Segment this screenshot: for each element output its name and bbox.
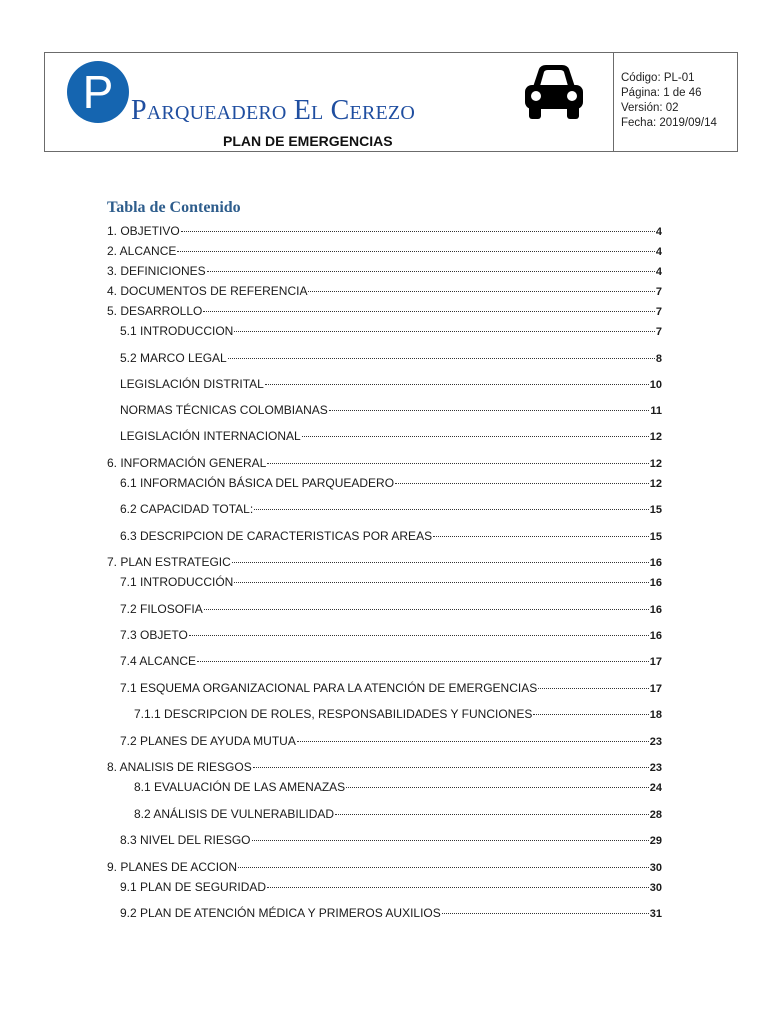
toc-entry-text: 1. OBJETIVO <box>107 224 180 238</box>
toc-page-number: 23 <box>649 736 662 748</box>
toc-entry-text: 9.1 PLAN DE SEGURIDAD <box>120 880 267 894</box>
toc-entry[interactable] <box>120 654 662 668</box>
toc-entry[interactable] <box>120 429 662 443</box>
toc-leader <box>297 741 649 742</box>
toc-page-number: 16 <box>649 577 662 589</box>
toc-entry[interactable] <box>120 377 662 391</box>
toc-entry[interactable] <box>120 502 662 516</box>
toc-entry[interactable] <box>120 880 662 894</box>
toc-entry[interactable] <box>134 807 662 821</box>
toc-entry[interactable] <box>120 529 662 543</box>
document-meta <box>621 71 717 131</box>
toc-page-number: 17 <box>649 683 662 695</box>
toc-entry-text: 7. PLAN ESTRATEGIC <box>107 555 231 569</box>
toc-leader <box>335 814 649 815</box>
toc-entry-text: 7.4 ALCANCE <box>120 654 197 668</box>
toc-leader <box>232 562 649 563</box>
toc-page-number: 29 <box>649 835 662 847</box>
toc-page-number: 10 <box>649 379 662 391</box>
meta-version: Versión: 02 <box>621 102 679 114</box>
toc-leader <box>197 661 649 662</box>
toc-leader <box>177 251 655 252</box>
toc-entry[interactable] <box>120 602 662 616</box>
toc-entry-text: 9.2 PLAN DE ATENCIÓN MÉDICA Y PRIMEROS AUXILIOS <box>120 906 441 920</box>
toc-leader <box>254 509 649 510</box>
toc-page-number: 28 <box>649 809 662 821</box>
toc-page-number: 31 <box>649 908 662 920</box>
toc-page-number: 16 <box>649 604 662 616</box>
toc-page-number: 8 <box>655 353 662 365</box>
toc-page-number: 4 <box>655 226 662 238</box>
toc-entry-text: 5.2 MARCO LEGAL <box>120 351 227 365</box>
toc-page-number: 4 <box>655 266 662 278</box>
toc-entry-text: 3. DEFINICIONES <box>107 264 206 278</box>
toc-leader <box>308 291 654 292</box>
toc-entry-text: 9. PLANES DE ACCION <box>107 860 238 874</box>
toc-page-number: 23 <box>649 762 662 774</box>
toc-leader <box>204 609 649 610</box>
toc-page-number: 18 <box>649 709 662 721</box>
toc-leader <box>189 635 649 636</box>
toc-entry[interactable] <box>120 324 662 338</box>
toc-leader <box>252 840 649 841</box>
toc-leader <box>207 271 655 272</box>
toc-page-number: 12 <box>649 478 662 490</box>
toc-leader <box>538 688 649 689</box>
toc-leader <box>234 582 648 583</box>
toc-leader <box>346 787 649 788</box>
toc-page-number: 15 <box>649 504 662 516</box>
toc-page-number: 17 <box>649 656 662 668</box>
toc-entry[interactable] <box>120 351 662 365</box>
toc-entry-text: 2. ALCANCE <box>107 244 177 258</box>
toc-entry[interactable] <box>120 628 662 642</box>
toc-entry[interactable] <box>134 707 662 721</box>
toc-entry-text: 7.2 FILOSOFIA <box>120 602 203 616</box>
meta-pagina: Página: 1 de 46 <box>621 87 702 99</box>
toc-leader <box>228 358 655 359</box>
toc-entry[interactable] <box>134 780 662 794</box>
toc-title: Tabla de Contenido <box>107 199 241 216</box>
toc-entry[interactable] <box>107 244 662 258</box>
toc-entry-text: 6.2 CAPACIDAD TOTAL: <box>120 502 254 516</box>
toc-leader <box>267 887 649 888</box>
toc-page-number: 16 <box>649 557 662 569</box>
toc-entry[interactable] <box>107 860 662 874</box>
toc-entry-text: 6. INFORMACIÓN GENERAL <box>107 456 267 470</box>
toc-page-number: 30 <box>649 882 662 894</box>
toc-entry[interactable] <box>107 284 662 298</box>
toc-entry-text: LEGISLACIÓN INTERNACIONAL <box>120 429 301 443</box>
toc-leader <box>253 767 649 768</box>
toc-entry[interactable] <box>120 403 662 417</box>
toc-entry-text: 7.1 ESQUEMA ORGANIZACIONAL PARA LA ATENCIÓN DE EMERGENCIAS <box>120 681 538 695</box>
toc-leader <box>442 913 649 914</box>
toc-leader <box>181 231 655 232</box>
toc-page-number: 12 <box>649 458 662 470</box>
toc-entry[interactable] <box>120 734 662 748</box>
toc-entry-text: 5. DESARROLLO <box>107 304 203 318</box>
toc-page-number: 4 <box>655 246 662 258</box>
toc-entry[interactable] <box>120 681 662 695</box>
toc-leader <box>302 436 649 437</box>
meta-codigo: Código: PL-01 <box>621 72 695 84</box>
document-header <box>44 52 738 152</box>
toc-entry-text: 8.1 EVALUACIÓN DE LAS AMENAZAS <box>134 780 346 794</box>
toc-entry-text: 8.3 NIVEL DEL RIESGO <box>120 833 251 847</box>
company-name: Parqueadero El Cerezo <box>131 95 415 126</box>
toc-entry-text: 7.2 PLANES DE AYUDA MUTUA <box>120 734 296 748</box>
toc-entry-text: LEGISLACIÓN DISTRITAL <box>120 377 264 391</box>
toc-leader <box>238 867 649 868</box>
toc-leader <box>329 410 650 411</box>
toc-entry[interactable] <box>120 833 662 847</box>
toc-entry[interactable] <box>107 456 662 470</box>
toc-entry[interactable] <box>107 264 662 278</box>
toc-entry[interactable] <box>107 224 662 238</box>
toc-entry[interactable] <box>120 906 662 920</box>
toc-leader <box>433 536 649 537</box>
toc-entry-text: 7.3 OBJETO <box>120 628 188 642</box>
toc-leader <box>533 714 648 715</box>
toc-entry[interactable] <box>107 760 662 774</box>
toc-entry-text: 6.1 INFORMACIÓN BÁSICA DEL PARQUEADERO <box>120 476 395 490</box>
toc-entry-text: NORMAS TÉCNICAS COLOMBIANAS <box>120 403 328 417</box>
toc-entry-text: 4. DOCUMENTOS DE REFERENCIA <box>107 284 308 298</box>
toc-entry-text: 8.2 ANÁLISIS DE VULNERABILIDAD <box>134 807 335 821</box>
toc-page-number: 11 <box>650 405 662 417</box>
toc-leader <box>395 483 649 484</box>
toc-leader <box>234 331 655 332</box>
toc-entry-text: 5.1 INTRODUCCION <box>120 324 234 338</box>
toc-entry-text: 7.1 INTRODUCCIÓN <box>120 575 234 589</box>
meta-fecha: Fecha: 2019/09/14 <box>621 117 717 129</box>
toc-entry[interactable] <box>107 555 662 569</box>
toc-leader <box>203 311 655 312</box>
toc-page-number: 7 <box>655 286 662 298</box>
toc-entry-text: 7.1.1 DESCRIPCION DE ROLES, RESPONSABILIDADES Y FUNCIONES <box>134 707 533 721</box>
toc-entry-text: 6.3 DESCRIPCION DE CARACTERISTICAS POR AREAS <box>120 529 433 543</box>
toc-page-number: 7 <box>655 306 662 318</box>
toc-page-number: 30 <box>649 862 662 874</box>
plan-title: PLAN DE EMERGENCIAS <box>223 133 393 149</box>
toc-page-number: 7 <box>655 326 662 338</box>
toc-leader <box>265 384 649 385</box>
toc-leader <box>267 463 648 464</box>
toc-entry-text: 8. ANALISIS DE RIESGOS <box>107 760 252 774</box>
toc-page-number: 15 <box>649 531 662 543</box>
toc-entry[interactable] <box>120 575 662 589</box>
toc-page-number: 12 <box>649 431 662 443</box>
parking-p-icon: P <box>67 61 129 123</box>
toc-entry[interactable] <box>120 476 662 490</box>
toc-entry[interactable] <box>107 304 662 318</box>
toc-page-number: 24 <box>649 782 662 794</box>
header-divider <box>613 53 614 151</box>
toc-page-number: 16 <box>649 630 662 642</box>
car-icon <box>519 59 589 123</box>
